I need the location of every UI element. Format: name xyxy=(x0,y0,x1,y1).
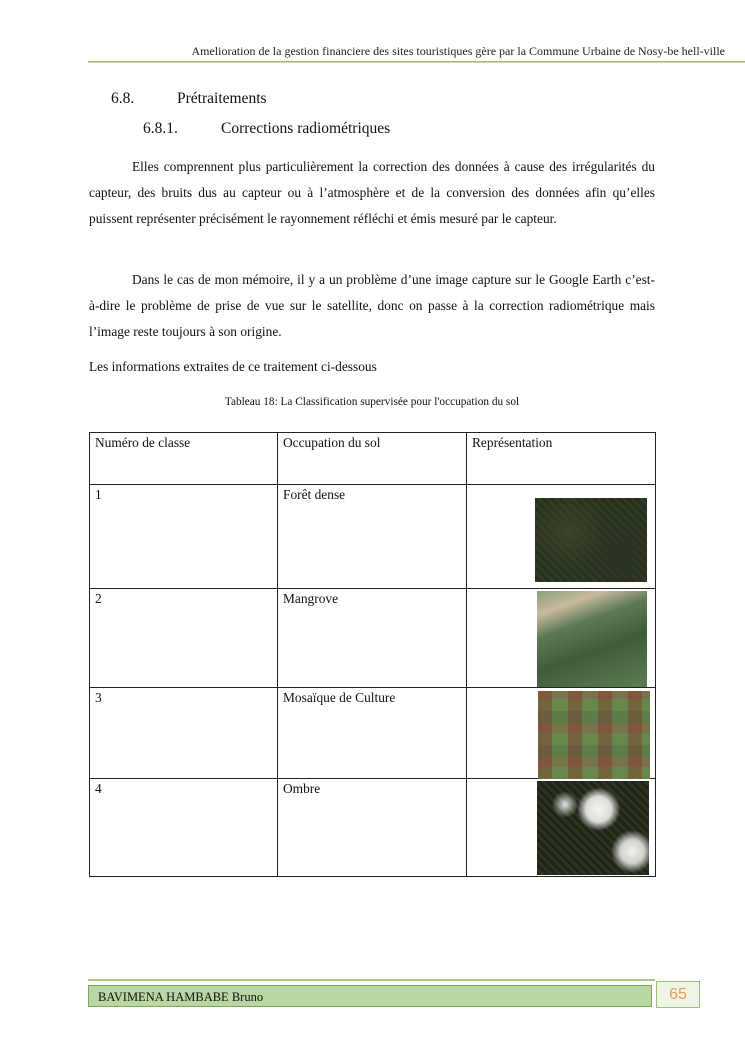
header-cell-class-number: Numéro de classe xyxy=(90,433,278,485)
table-header-row xyxy=(90,433,656,485)
land-cover-cell: Mangrove xyxy=(278,589,467,688)
table-caption: Tableau 18: La Classification supervisée pour l'occupation du sol xyxy=(224,396,520,408)
land-cover-cell: Ombre xyxy=(278,779,467,877)
class-number-cell: 3 xyxy=(90,688,278,779)
land-cover-cell: Mosaïque de Culture xyxy=(278,688,467,779)
footer-author: BAVIMENA HAMBABE Bruno xyxy=(98,990,264,1004)
footer-rule xyxy=(88,979,655,981)
table-row xyxy=(90,688,656,779)
paragraph-2: Dans le cas de mon mémoire, il y a un problème d’une image capture sur le Google Earth c’est-à-dire le problème de prise de vue sur le satellite, donc on passe à la correction radiométrique mais l’image reste toujours à son origine. xyxy=(89,272,655,339)
representation-cell xyxy=(467,485,656,589)
crop-mosaic-satellite-image xyxy=(538,691,650,779)
header-rule xyxy=(88,61,745,62)
dense-forest-satellite-image xyxy=(535,498,647,582)
land-cover-cell: Forêt dense xyxy=(278,485,467,589)
table-row xyxy=(90,485,656,589)
subsection-number: 6.8.1. xyxy=(143,120,178,137)
header-cell-land-cover: Occupation du sol xyxy=(278,433,467,485)
representation-cell xyxy=(467,688,656,779)
subsection-heading xyxy=(143,120,390,138)
running-header: Amelioration de la gestion financiere des sites touristiques gère par la Commune Urbaine de Nosy-be hell-ville xyxy=(191,44,725,58)
classification-table xyxy=(89,432,656,877)
shadow-cloud-satellite-image xyxy=(537,781,649,875)
footer-bar xyxy=(88,985,652,1007)
mangrove-satellite-image xyxy=(537,591,647,687)
representation-cell xyxy=(467,589,656,688)
table-row xyxy=(90,589,656,688)
page-number: 65 xyxy=(656,981,700,1008)
subsection-title: Corrections radiométriques xyxy=(221,120,391,137)
section-number: 6.8. xyxy=(111,90,135,107)
class-number-cell: 4 xyxy=(90,779,278,877)
header-cell-representation: Représentation xyxy=(467,433,656,485)
section-title: Prétraitements xyxy=(177,90,267,107)
representation-cell xyxy=(467,779,656,877)
section-heading xyxy=(111,90,267,108)
paragraph-3: Les informations extraites de ce traitement ci-dessous xyxy=(89,359,377,374)
paragraph-1: Elles comprennent plus particulièrement la correction des données à cause des irrégularités du capteur, des bruits dus au capteur ou à l’atmosphère et de la conversion des données afin qu’elles puissent représenter précisément le rayonnement réfléchi et émis mesuré par le capteur. xyxy=(89,159,655,226)
table-row xyxy=(90,779,656,877)
class-number-cell: 1 xyxy=(90,485,278,589)
class-number-cell: 2 xyxy=(90,589,278,688)
